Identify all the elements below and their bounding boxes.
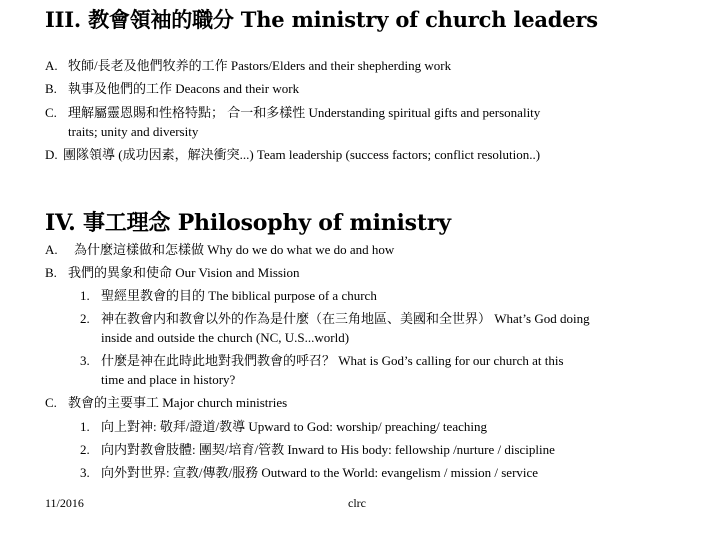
item-marker: A. [45, 242, 58, 257]
footer-date: 11/2016 [45, 496, 84, 510]
item-text: 牧師/長老及他們牧养的工作 Pastors/Elders and their shepherding work [68, 58, 452, 73]
item-marker: B. [45, 81, 57, 96]
item-text: 什麼是神在此時此地對我們教會的呼召？ What is God’s calling for our church at this [101, 353, 564, 368]
outline-item-3c-continuation: traits; unity and diversity [68, 124, 199, 139]
footer-source: clrc [348, 496, 366, 510]
section-3-title: III. 教會領袖的職分 The ministry of church leaders [45, 7, 598, 32]
item-text: 為什麼這樣做和怎樣做 Why do we do what we do and how [74, 242, 395, 257]
item-text: 教會的主要事工 Major church ministries [68, 395, 288, 410]
outline-item-4b3-continuation: time and place in history? [101, 372, 236, 387]
section-4-title: IV. 事工理念 Philosophy of ministry [45, 210, 451, 236]
item-marker: 3. [80, 353, 90, 368]
item-text: 向上對神: 敬拜/證道/教導 Upward to God: worship/ preaching/ teaching [101, 419, 487, 434]
item-text: 向外對世界: 宣教/傳教/服務 Outward to the World: evangelism / mission / service [101, 465, 539, 480]
item-marker: 3. [80, 465, 90, 480]
item-marker: 1. [80, 288, 90, 303]
item-marker: A. [45, 58, 58, 73]
item-text: 我們的異象和使命 Our Vision and Mission [68, 265, 300, 280]
item-text: 理解屬靈恩賜和性格特點； 合一和多樣性 Understanding spiritual gifts and personality [68, 105, 541, 120]
item-marker: C. [45, 105, 57, 120]
item-marker: C. [45, 395, 57, 410]
item-text: 聖經里教會的目的 The biblical purpose of a church [101, 288, 377, 303]
item-marker: 1. [80, 419, 90, 434]
item-text: 向内對教會肢體: 團契/培育/管教 Inward to His body: fellowship /nurture / discipline [101, 442, 555, 457]
item-marker: 2. [80, 311, 90, 326]
outline-item-4b2-continuation: inside and outside the church (NC, U.S...world) [101, 330, 350, 345]
item-marker: D. [45, 147, 58, 162]
item-marker: 2. [80, 442, 90, 457]
item-text: 團隊領導 (成功因素，解決衝突...) Team leadership (success factors; conflict resolution..) [63, 147, 541, 162]
item-text: 執事及他們的工作 Deacons and their work [68, 81, 300, 96]
item-marker: B. [45, 265, 57, 280]
item-text: 神在教會内和教會以外的作為是什麼（在三角地區、美國和全世界） What’s God doing [101, 311, 590, 326]
